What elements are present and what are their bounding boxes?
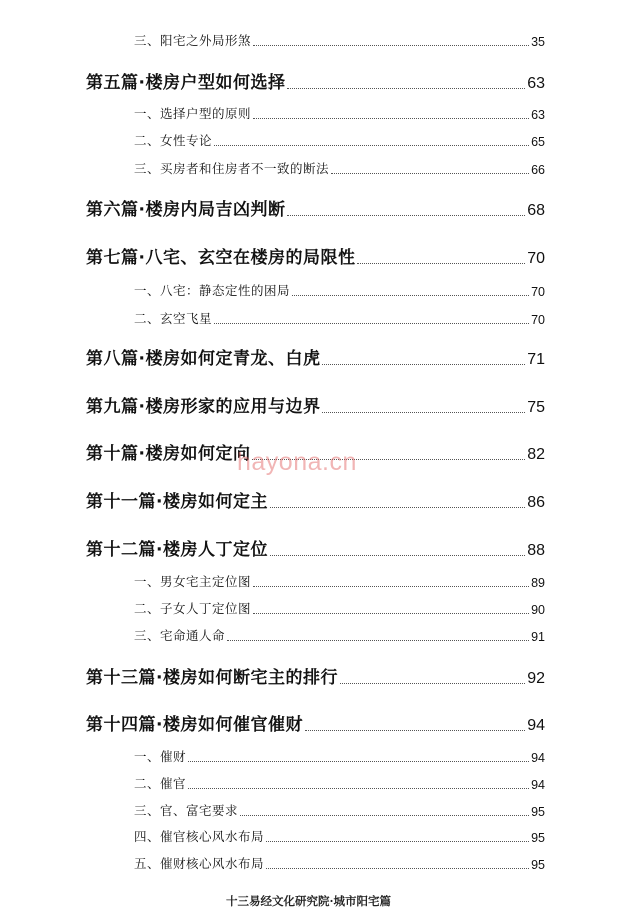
toc-entry-page: 86 bbox=[527, 494, 545, 511]
toc-entry-page: 35 bbox=[531, 35, 545, 49]
toc-entry-title: 二、子女人丁定位图 bbox=[134, 601, 252, 616]
toc-entry-page: 92 bbox=[527, 670, 545, 687]
toc-entry bbox=[86, 195, 545, 220]
toc-entry bbox=[86, 243, 545, 268]
toc-entry bbox=[86, 710, 545, 735]
toc-entry bbox=[134, 281, 545, 299]
toc-entry bbox=[134, 827, 545, 845]
dot-leader bbox=[253, 613, 529, 614]
toc-entry-title: 第十三篇·楼房如何断宅主的排行 bbox=[86, 668, 338, 688]
dot-leader bbox=[253, 586, 529, 587]
toc-entry-page: 95 bbox=[531, 858, 545, 872]
toc-entry-page: 70 bbox=[531, 285, 545, 299]
toc-entry bbox=[134, 131, 545, 149]
toc-entry-title: 第十二篇·楼房人丁定位 bbox=[86, 540, 268, 560]
toc-entry-title: 一、男女宅主定位图 bbox=[134, 574, 252, 589]
toc-entry-page: 95 bbox=[531, 831, 545, 845]
dot-leader bbox=[287, 88, 525, 89]
toc-entry bbox=[86, 535, 545, 560]
toc-entry-page: 94 bbox=[527, 717, 545, 734]
toc-entry-title: 三、买房者和住房者不一致的断法 bbox=[134, 161, 330, 176]
toc-entry-page: 63 bbox=[531, 108, 545, 122]
page-footer: 十三易经文化研究院·城市阳宅篇 bbox=[225, 894, 391, 908]
toc-entry-title: 二、玄空飞星 bbox=[134, 311, 213, 326]
dot-leader bbox=[214, 145, 529, 146]
dot-leader bbox=[331, 173, 529, 174]
toc-entry-title: 第十一篇·楼房如何定主 bbox=[86, 492, 268, 512]
toc-entry-title: 第八篇·楼房如何定青龙、白虎 bbox=[86, 349, 321, 369]
dot-leader bbox=[214, 323, 529, 324]
dot-leader bbox=[340, 683, 525, 684]
toc-entry-title: 第七篇·八宅、玄空在楼房的局限性 bbox=[86, 248, 356, 268]
toc-entry-page: 65 bbox=[531, 135, 545, 149]
toc-entry-page: 90 bbox=[531, 603, 545, 617]
toc-entry bbox=[134, 626, 545, 644]
toc-entry bbox=[86, 68, 545, 93]
dot-leader bbox=[270, 507, 525, 508]
dot-leader bbox=[253, 118, 529, 119]
toc-entry-title: 一、催财 bbox=[134, 749, 187, 764]
dot-leader bbox=[240, 815, 529, 816]
toc-entry-title: 二、催官 bbox=[134, 776, 187, 791]
toc-entry-page: 88 bbox=[527, 542, 545, 559]
toc-entry-page: 91 bbox=[531, 630, 545, 644]
dot-leader bbox=[287, 215, 525, 216]
dot-leader bbox=[292, 295, 529, 296]
toc-entry bbox=[134, 599, 545, 617]
toc-entry-title: 一、选择户型的原则 bbox=[134, 106, 252, 121]
toc-entry bbox=[134, 31, 545, 49]
toc-entry-page: 75 bbox=[527, 399, 545, 416]
toc-entry-title: 五、催财核心风水布局 bbox=[134, 856, 265, 871]
toc-entry-page: 63 bbox=[527, 75, 545, 92]
toc-entry-page: 95 bbox=[531, 805, 545, 819]
toc-entry-title: 第十四篇·楼房如何催官催财 bbox=[86, 715, 303, 735]
toc-entry-page: 82 bbox=[527, 446, 545, 463]
dot-leader bbox=[188, 788, 529, 789]
dot-leader bbox=[322, 412, 525, 413]
toc-entry-title: 第十篇·楼房如何定向 bbox=[86, 444, 251, 464]
toc-entry-title: 三、阳宅之外局形煞 bbox=[134, 33, 252, 48]
toc-entry-title: 二、女性专论 bbox=[134, 133, 213, 148]
toc-entry-page: 66 bbox=[531, 163, 545, 177]
toc-entry-page: 94 bbox=[531, 778, 545, 792]
dot-leader bbox=[253, 45, 529, 46]
toc-entry-page: 71 bbox=[527, 351, 545, 368]
dot-leader bbox=[357, 263, 525, 264]
toc-entry-title: 第五篇·楼房户型如何选择 bbox=[86, 73, 286, 93]
toc-entry-page: 68 bbox=[527, 202, 545, 219]
toc-entry-title: 三、宅命通人命 bbox=[134, 628, 226, 643]
toc-entry-page: 70 bbox=[531, 313, 545, 327]
toc-entry bbox=[86, 663, 545, 688]
toc-entry-title: 一、八宅：静态定性的困局 bbox=[134, 283, 291, 298]
dot-leader bbox=[188, 761, 529, 762]
toc-entry-title: 三、官、富宅要求 bbox=[134, 803, 239, 818]
dot-leader bbox=[322, 364, 525, 365]
toc-entry bbox=[134, 774, 545, 792]
dot-leader bbox=[270, 555, 525, 556]
dot-leader bbox=[266, 868, 529, 869]
toc-entry bbox=[134, 747, 545, 765]
watermark: hayona.cn bbox=[237, 448, 357, 476]
toc-entry bbox=[86, 344, 545, 369]
toc-entry bbox=[134, 801, 545, 819]
toc-entry bbox=[86, 392, 545, 417]
toc-entry bbox=[86, 487, 545, 512]
toc-entry-title: 四、催官核心风水布局 bbox=[134, 829, 265, 844]
toc-entry bbox=[134, 572, 545, 590]
toc-entry-page: 94 bbox=[531, 751, 545, 765]
toc-entry-title: 第六篇·楼房内局吉凶判断 bbox=[86, 200, 286, 220]
dot-leader bbox=[227, 640, 529, 641]
toc-entry-title: 第九篇·楼房形家的应用与边界 bbox=[86, 397, 321, 417]
toc-entry bbox=[134, 104, 545, 122]
toc-entry-page: 70 bbox=[527, 250, 545, 267]
dot-leader bbox=[266, 841, 529, 842]
toc-entry-page: 89 bbox=[531, 576, 545, 590]
toc-entry bbox=[134, 309, 545, 327]
dot-leader bbox=[305, 730, 525, 731]
toc-entry bbox=[134, 854, 545, 872]
toc-entry bbox=[134, 159, 545, 177]
